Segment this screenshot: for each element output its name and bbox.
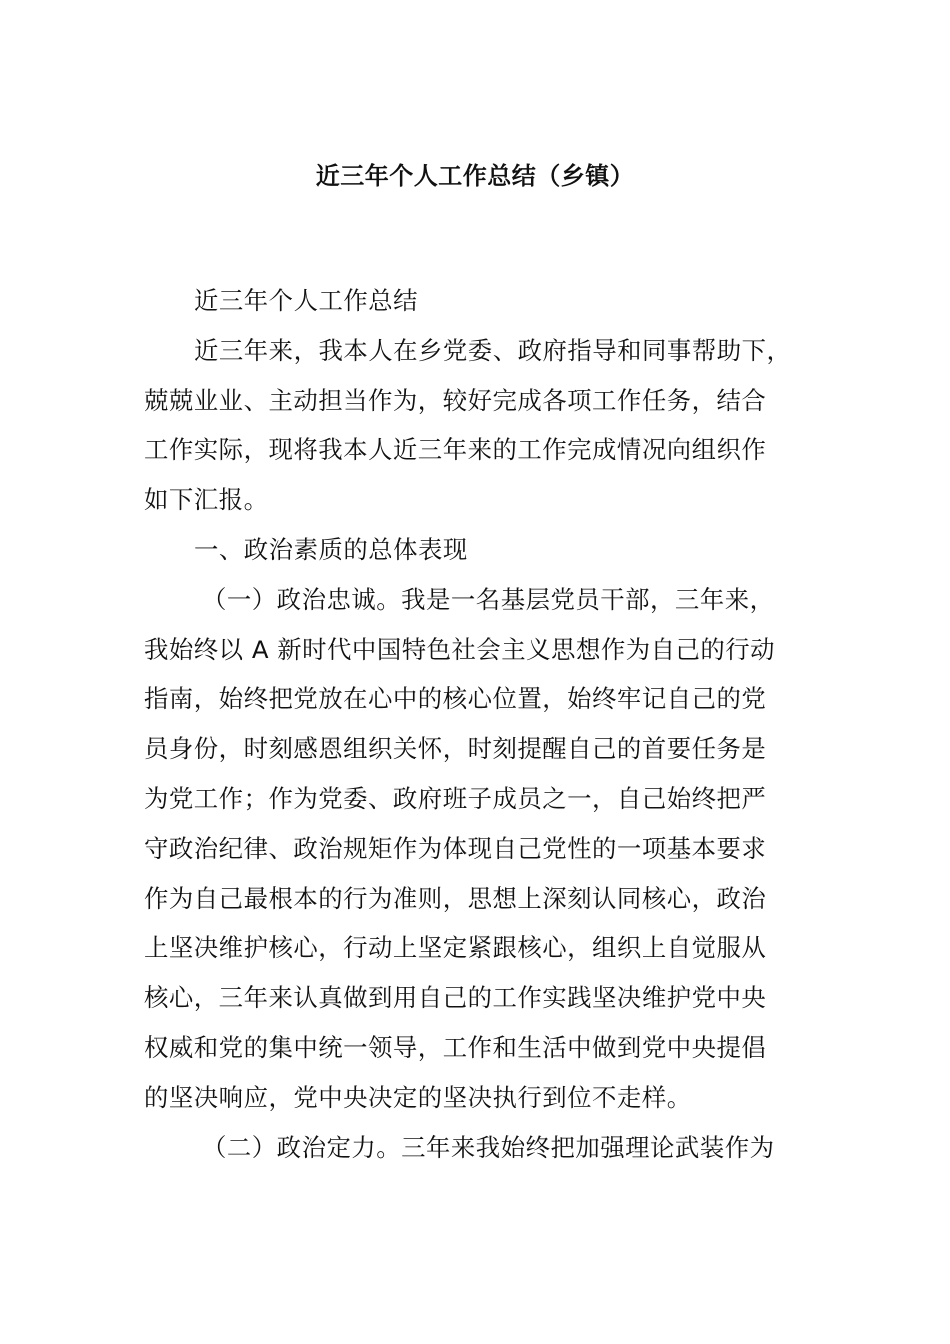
point-two-paragraph — [144, 1123, 824, 1173]
paragraph-line: 指南，始终把党放在心中的核心位置，始终牢记自己的党 — [144, 684, 767, 714]
paragraph-line: 工作实际，现将我本人近三年来的工作完成情况向组织作 — [144, 435, 767, 465]
paragraph-line: （一）政治忠诚。我是一名基层党员干部，三年来， — [202, 584, 775, 614]
paragraph-line: 作为自己最根本的行为准则，思想上深刻认同核心，政治 — [144, 883, 767, 913]
paragraph-line: 上坚决维护核心，行动上坚定紧跟核心，组织上自觉服从 — [144, 933, 767, 963]
section-one-title: 一、政治素质的总体表现 — [194, 534, 468, 564]
paragraph-line: 的坚决响应，党中央决定的坚决执行到位不走样。 — [144, 1082, 692, 1112]
document-heading: 近三年个人工作总结 — [194, 286, 419, 315]
paragraph-line: 为党工作；作为党委、政府班子成员之一，自己始终把严 — [144, 783, 767, 813]
point-one-paragraph — [144, 575, 824, 1123]
paragraph-line: 近三年来，我本人在乡党委、政府指导和同事帮助下， — [194, 335, 792, 365]
document-title: 近三年个人工作总结（乡镇） — [315, 162, 635, 190]
paragraph-line: 权威和党的集中统一领导，工作和生活中做到党中央提倡 — [144, 1032, 767, 1062]
paragraph-line: 核心，三年来认真做到用自己的工作实践坚决维护党中央 — [144, 983, 767, 1013]
paragraph-line: 员身份，时刻感恩组织关怀，时刻提醒自己的首要任务是 — [144, 734, 767, 764]
document-body — [144, 276, 824, 1172]
paragraph-line: 兢兢业业、主动担当作为，较好完成各项工作任务，结合 — [144, 385, 767, 415]
paragraph-line: 我始终以 A 新时代中国特色社会主义思想作为自己的行动 — [144, 634, 776, 664]
paragraph-line: （二）政治定力。三年来我始终把加强理论武装作为 — [202, 1132, 775, 1162]
paragraph-line: 如下汇报。 — [144, 485, 269, 515]
paragraph-line: 守政治纪律、政治规矩作为体现自己党性的一项基本要求 — [144, 833, 767, 863]
intro-paragraph — [144, 326, 824, 525]
